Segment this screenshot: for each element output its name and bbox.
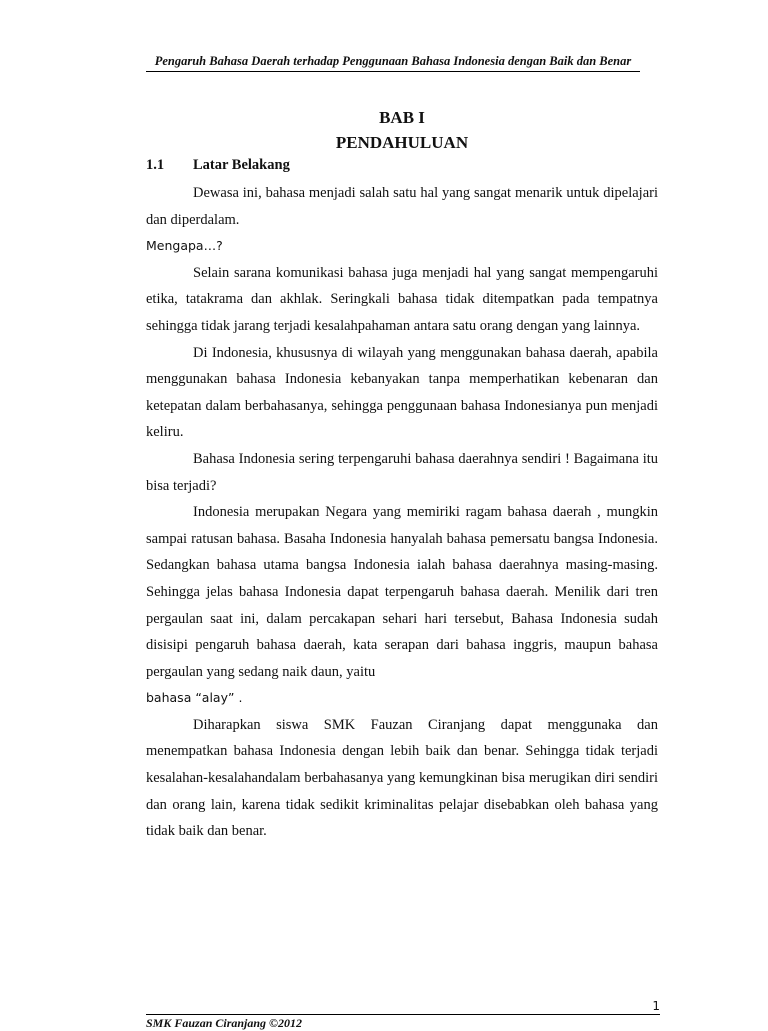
footer-text: SMK Fauzan Ciranjang ©2012: [146, 1016, 303, 1030]
footer-divider: [146, 1014, 660, 1015]
paragraph: Indonesia merupakan Negara yang memiriki ragam bahasa daerah , mungkin sampai ratusan bahasa. Basaha Indonesia hanyalah bahasa pemersatu bangsa Indonesia. Sedangkan bahasa utama bangsa Indonesia ialah bahasa daerahnya masing-masing. Sehingga jelas bahasa Indonesia dapat terpengaruh bahasa daerah. Menilik dari tren pergaulan saat ini, dalam percakapan sehari hari tersebut, Bahasa Indonesia sudah disisipi pengaruh bahasa daerah, kata serapan dari bahasa inggris, maupun bahasa pergaulan yang sedang naik daun, yaitu: [146, 504, 658, 680]
paragraph: Bahasa Indonesia sering terpengaruhi bahasa daerahnya sendiri ! Bagaimana itu bisa terjadi?: [146, 450, 658, 494]
paragraph: Dewasa ini, bahasa menjadi salah satu hal yang sangat menarik untuk dipelajari dan diperdalam.: [146, 185, 658, 228]
section-title: Latar Belakang: [193, 157, 290, 173]
chapter-title: PENDAHULUAN: [335, 133, 469, 152]
paragraph: Selain sarana komunikasi bahasa juga menjadi hal yang sangat mempengaruhi etika, tatakrama dan akhlak. Seringkali bahasa tidak ditempatkan pada tempatnya sehingga tidak jarang terjadi kesalahpahaman antara satu orang dengan yang lainnya.: [146, 264, 658, 334]
paragraph-question: Mengapa…?: [146, 238, 223, 254]
section-heading: [146, 157, 290, 174]
running-header: Pengaruh Bahasa Daerah terhadap Penggunaan Bahasa Indonesia dengan Baik dan Benar: [154, 54, 632, 68]
header-divider: [146, 71, 640, 72]
paragraph-alay: bahasa “alay” .: [146, 690, 243, 706]
chapter-number: BAB I: [379, 108, 425, 127]
body-text: [146, 180, 658, 845]
paragraph: Diharapkan siswa SMK Fauzan Ciranjang dapat menggunaka dan menempatkan bahasa Indonesia dengan lebih baik dan benar. Sehingga tidak terjadi kesalahan-kesalahandalam berbahasanya yang kemungkinan bisa merugikan diri sendiri dan orang lain, karena tidak sedikit kriminalitas pelajar disebabkan oleh bahasa yang tidak baik dan benar.: [146, 716, 658, 840]
page-number: 1: [652, 999, 660, 1013]
paragraph: Di Indonesia, khususnya di wilayah yang menggunakan bahasa daerah, apabila menggunakan bahasa Indonesia kebanyakan tanpa memperhatikan kebenaran dan ketepatan dalam berbahasanya, sehingga penggunaan bahasa Indonesianya pun menjadi keliru.: [146, 344, 658, 441]
section-number: 1.1: [146, 157, 165, 173]
